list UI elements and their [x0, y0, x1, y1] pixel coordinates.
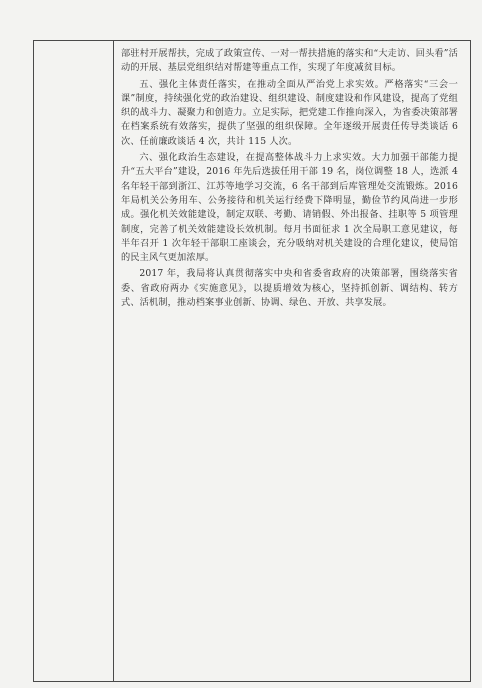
label-column	[34, 41, 114, 681]
paragraph-continuation: 部驻村开展帮扶，完成了政策宣传、一对一帮扶措施的落实和“大走访、回头看”活动的开展、基层党组织结对帮建等重点工作，实现了年度减贫目标。	[121, 48, 458, 74]
paragraph-2017-plan: 2017 年，我局将认真贯彻落实中央和省委省政府的决策部署，围绕落实省委、省政府两办《实施意见》，以提质增效为核心，坚持抓创新、调结构、转方式、活机制，推动档案事业创新、协调、绿色、开放、共享发展。	[121, 268, 458, 309]
paragraph-section-five: 五、强化主体责任落实，在推动全面从严治党上求实效。严格落实“三会一课”制度，持续强化党的政治建设、组织建设、制度建设和作风建设，提高了党组织的战斗力、凝聚力和创造力。立足实际，把党建工作推向深入，为省委决策部署在档案系统有效落实，提供了坚强的组织保障。全年逐级开展责任传导类谈话 6 次、任前廉政谈话 4 次，共计 115 人次。	[121, 78, 458, 147]
content-cell	[114, 41, 470, 681]
paragraph-section-six: 六、强化政治生态建设，在提高整体战斗力上求实效。大力加强干部能力提升“五大平台”建设，2016 年先后选拔任用干部 19 名，岗位调整 18 人，选派 4 名年轻干部到浙江、江苏等地学习交流，6 名干部到后库管理处交流锻炼。2016 年局机关公务用车、公务接待和机关运行经费下降明显，勤俭节约风尚进一步形成。强化机关效能建设，制定双联、考勤、请销假、外出报备、挂职等 5 项管理制度，完善了机关效能建设长效机制。每月书面征求 1 次全局职工意见建议，每半年召开 1 次年轻干部职工座谈会，充分吸纳对机关建设的合理化建议，使局馆的民主风气更加浓厚。	[121, 152, 458, 264]
form-table	[33, 40, 471, 682]
